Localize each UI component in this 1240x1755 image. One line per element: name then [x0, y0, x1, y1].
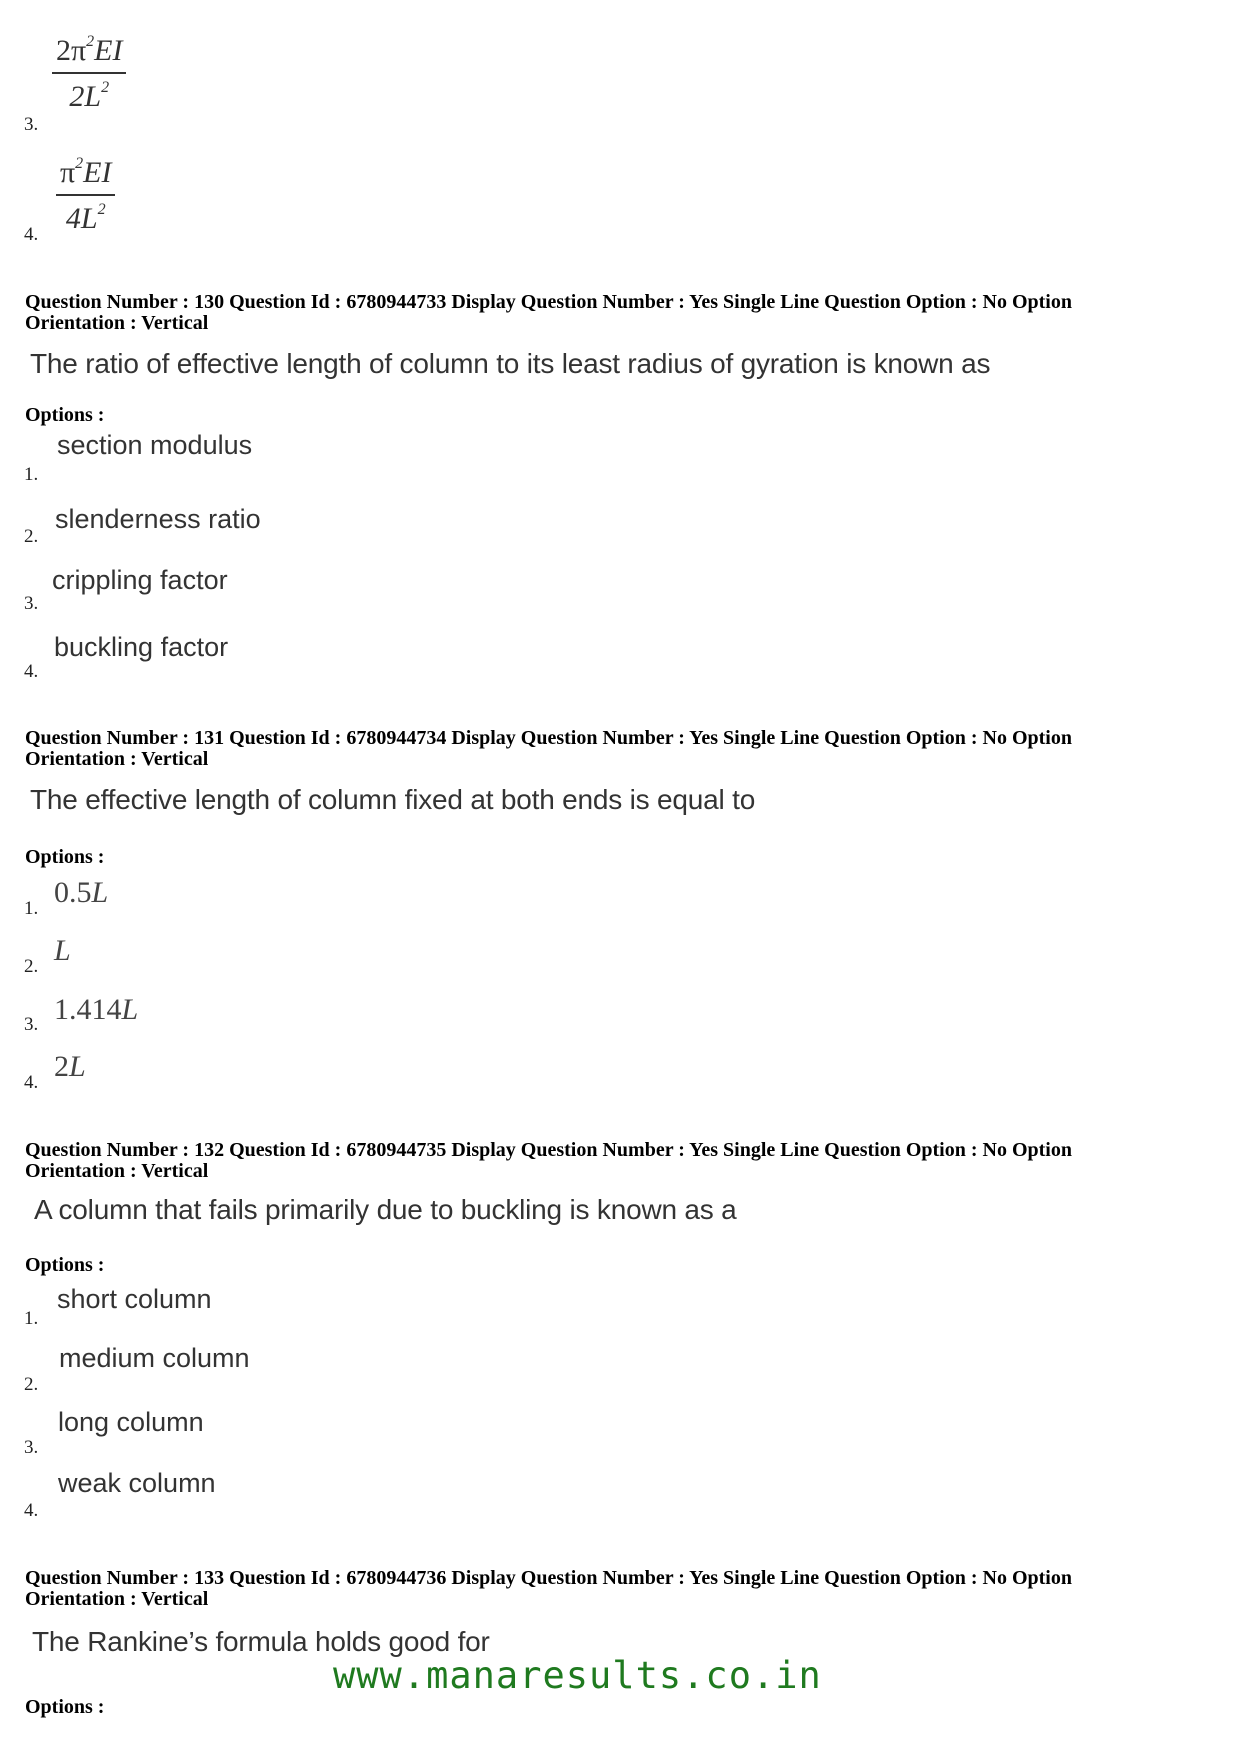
question-meta-line: Orientation : Vertical: [25, 1588, 209, 1610]
question-meta: [25, 728, 1185, 770]
option-number: 4.: [24, 1072, 39, 1093]
watermark-url: www.manaresults.co.in: [333, 1654, 822, 1697]
option-text: crippling factor: [52, 565, 228, 595]
option-text: long column: [58, 1407, 204, 1437]
fraction-bar: [52, 72, 126, 74]
question-meta-line: Question Number : 130 Question Id : 6780944733 Display Question Number : Yes Single Line Question Option : No Option: [25, 291, 1072, 313]
question-text: A column that fails primarily due to buckling is known as a: [34, 1194, 737, 1225]
fraction-denominator: $4L^2$: [65, 201, 106, 235]
option-number: 2.: [24, 526, 39, 547]
option-number: 3.: [24, 114, 39, 135]
fraction-denominator: $2L^2$: [69, 79, 110, 113]
option-number: 2.: [24, 956, 39, 977]
fraction-numerator: $2\pi^2EI$: [56, 33, 123, 67]
option-math: 2L: [54, 1050, 86, 1083]
option-number: 1.: [24, 1308, 39, 1329]
option-number: 3.: [24, 1014, 39, 1035]
question-meta: [25, 292, 1185, 334]
option-text: buckling factor: [54, 632, 229, 662]
option-text: slenderness ratio: [55, 504, 261, 534]
option-text: weak column: [58, 1468, 216, 1498]
options-label: Options :: [25, 1696, 105, 1718]
options-label: Options :: [25, 1254, 105, 1276]
question-meta-line: Question Number : 131 Question Id : 6780944734 Display Question Number : Yes Single Line Question Option : No Option: [25, 727, 1072, 749]
option-text: short column: [57, 1284, 212, 1314]
question-meta: [25, 1140, 1185, 1182]
options-label: Options :: [25, 846, 105, 868]
question-text: The ratio of effective length of column to its least radius of gyration is known as: [30, 348, 991, 379]
option-number: 3.: [24, 593, 39, 614]
question-meta-line: Orientation : Vertical: [25, 748, 209, 770]
options-label: Options :: [25, 404, 105, 426]
option-number: 1.: [24, 464, 39, 485]
question-meta-line: Orientation : Vertical: [25, 312, 209, 334]
option-math: 0.5L: [54, 876, 109, 909]
option-number: 3.: [24, 1437, 39, 1458]
formula-fraction: [52, 33, 126, 113]
question-meta-line: Orientation : Vertical: [25, 1160, 209, 1182]
fraction-numerator: $\pi^2EI$: [60, 155, 112, 189]
question-meta: [25, 1568, 1185, 1610]
option-math: 1.414L: [54, 993, 139, 1026]
fraction-bar: [56, 194, 115, 196]
option-math: L: [54, 934, 71, 967]
option-number: 4.: [24, 224, 39, 245]
option-number: 1.: [24, 898, 39, 919]
option-text: medium column: [59, 1343, 250, 1373]
option-number: 4.: [24, 661, 39, 682]
question-meta-line: Question Number : 132 Question Id : 6780944735 Display Question Number : Yes Single Line Question Option : No Option: [25, 1139, 1072, 1161]
question-text: The Rankine’s formula holds good for: [32, 1626, 490, 1657]
option-number: 2.: [24, 1374, 39, 1395]
question-text: The effective length of column fixed at both ends is equal to: [30, 784, 756, 815]
option-number: 4.: [24, 1500, 39, 1521]
formula-fraction: [56, 155, 115, 235]
question-meta-line: Question Number : 133 Question Id : 6780944736 Display Question Number : Yes Single Line Question Option : No Option: [25, 1567, 1072, 1589]
option-text: section modulus: [57, 430, 253, 460]
